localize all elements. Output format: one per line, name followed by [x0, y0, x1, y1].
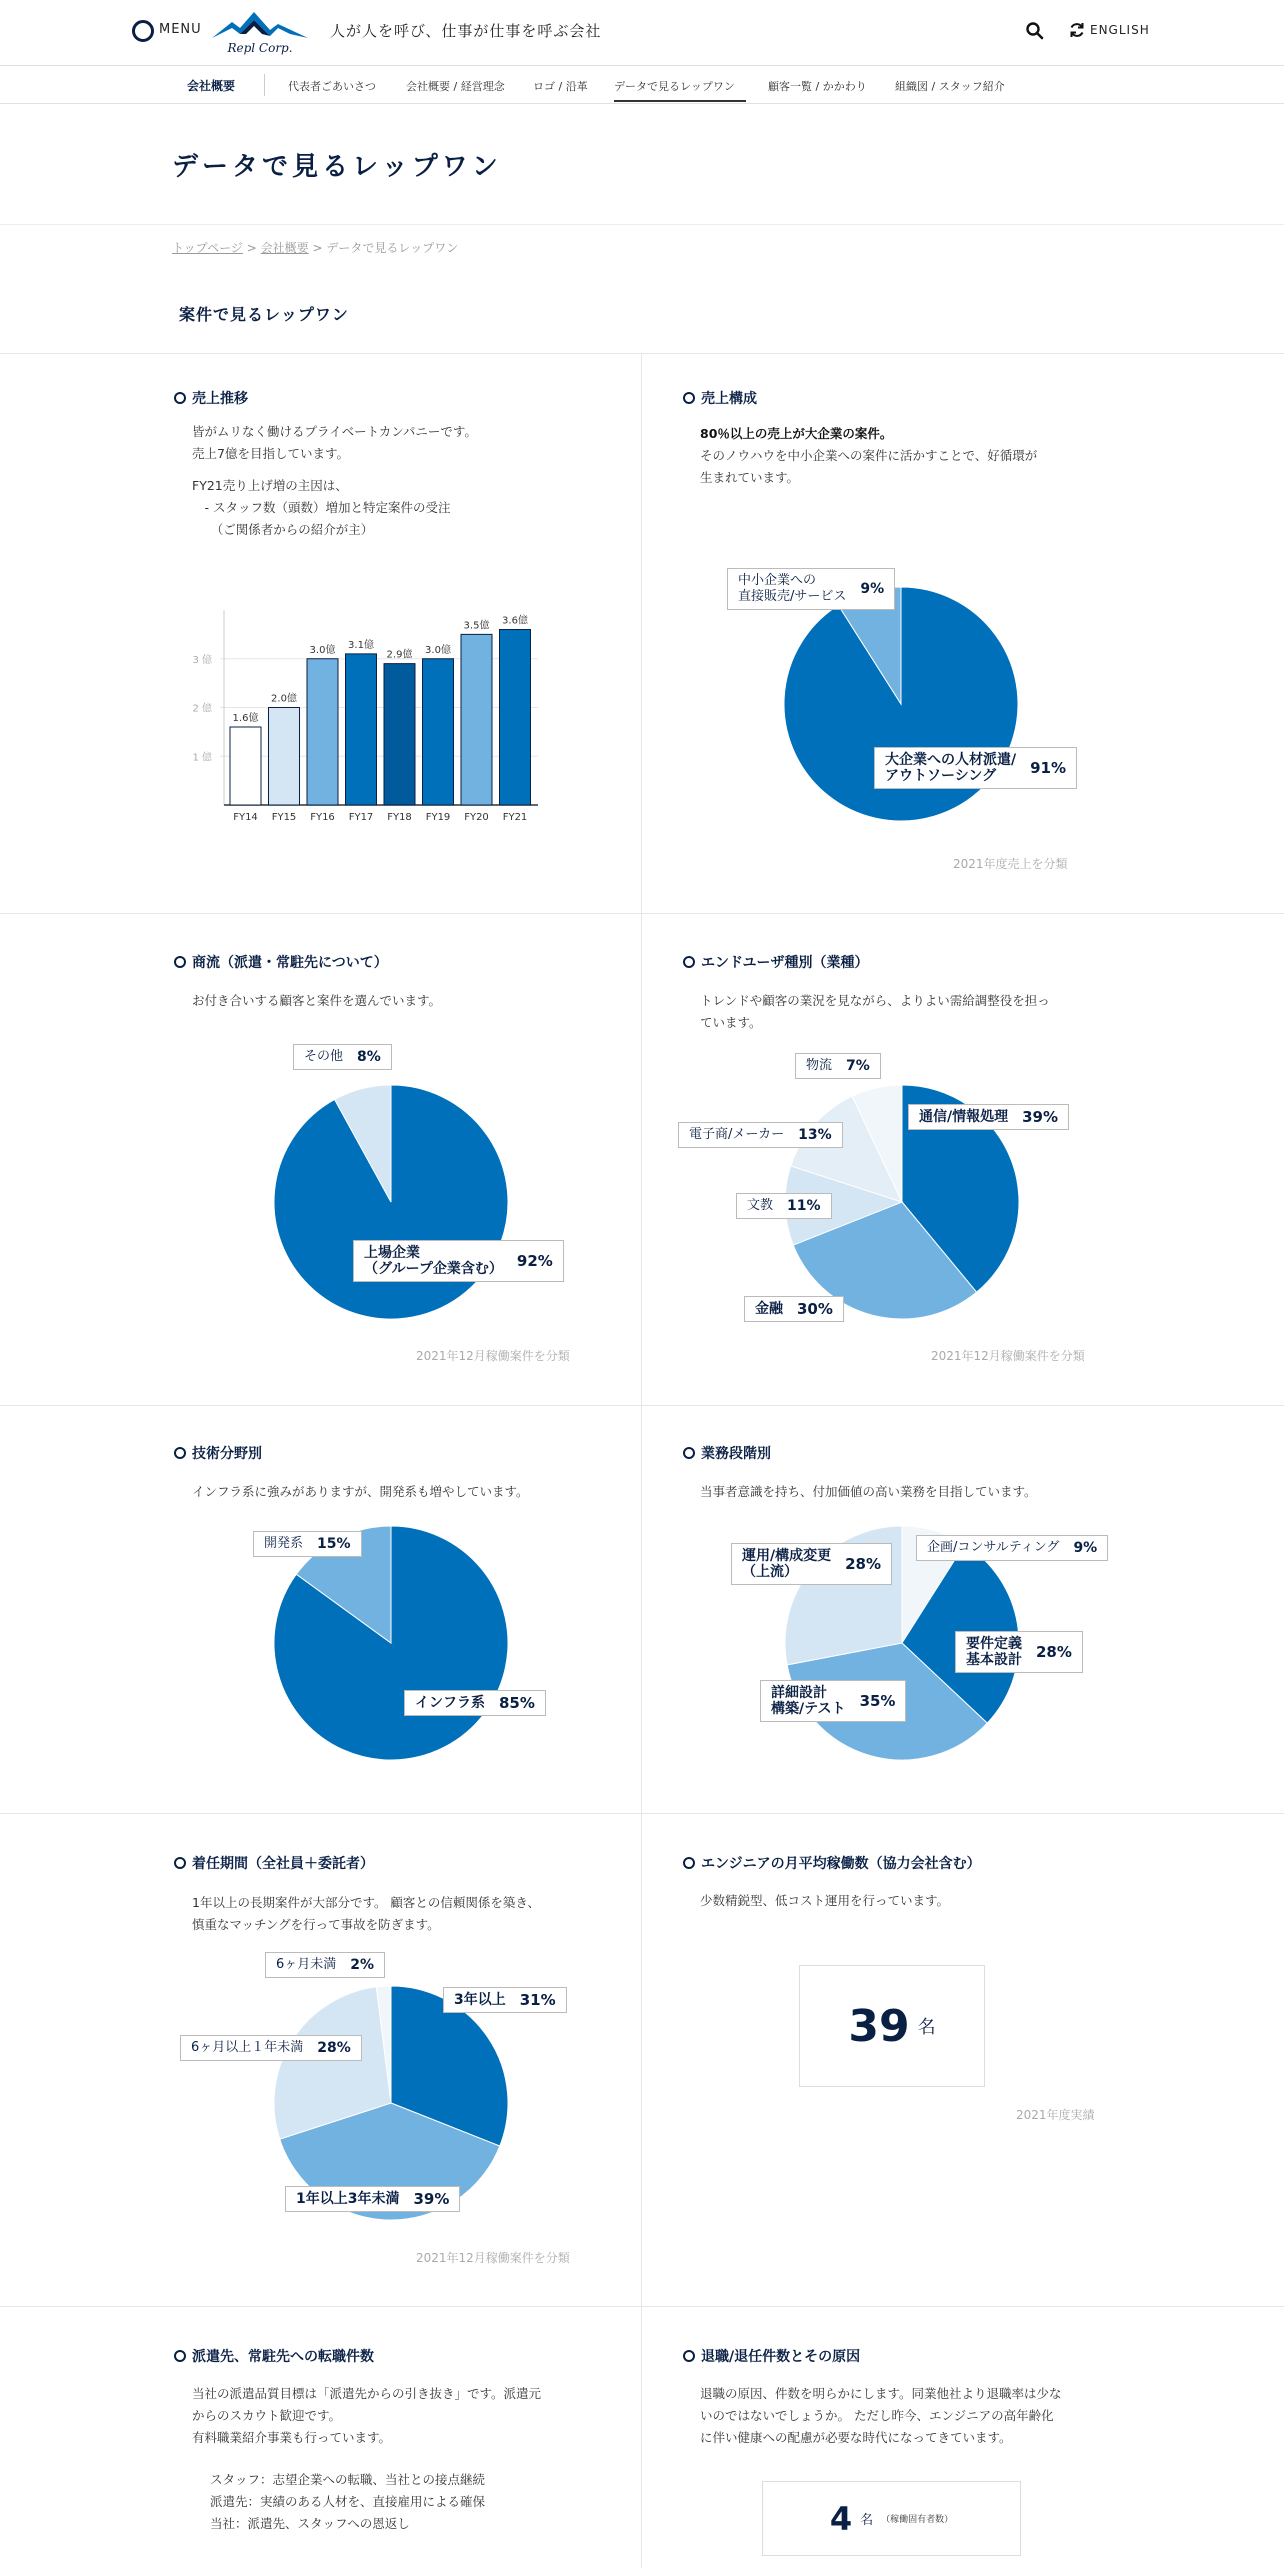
circle-bullet-icon [683, 2350, 695, 2362]
pie-label [744, 1296, 844, 1322]
bar-value-label: 2.9億 [386, 649, 413, 661]
end-user-title [683, 952, 868, 972]
circle-bullet-icon [683, 392, 695, 404]
retirement-unit: 名 [860, 2513, 874, 2528]
search-icon[interactable] [1025, 21, 1045, 41]
pie-label [795, 1053, 881, 1079]
subnav-item-clients[interactable]: 顧客一覧 / かかわり [768, 80, 867, 93]
pie-label-name: 通信/情報処理 [919, 1109, 1009, 1125]
bar-value-label: 3.5億 [463, 620, 490, 632]
y-tick-label: 1 億 [192, 752, 212, 764]
subnav-divider [264, 74, 265, 96]
pie-label-pct: 13% [798, 1127, 832, 1143]
job-change-desc: 当社の派遣品質目標は「派遣先からの引き抜き」です。派遣元 からのスカウト歓迎です。 有料職業紹介事業も行っています。 [192, 2386, 542, 2445]
circle-bullet-icon [683, 956, 695, 968]
commercial-flow-desc: お付き合いする顧客と案件を選んでいます。 [192, 993, 442, 1008]
pie-label-pct: 39% [413, 2190, 450, 2208]
work-phase-desc: 当事者意識を持ち、付加価値の高い業務を目指しています。 [700, 1484, 1037, 1499]
subnav-item-logo-history[interactable]: ロゴ / 沿革 [533, 80, 588, 93]
refresh-icon[interactable] [1068, 21, 1086, 39]
pie-label-pct: 91% [1030, 759, 1067, 777]
bar [461, 634, 492, 805]
pie-label-pct: 92% [516, 1252, 553, 1270]
pie-label [874, 747, 1077, 789]
pie-label-pct: 31% [519, 1991, 556, 2009]
tenure-desc: 1年以上の長期案件が大部分です。 顧客との信頼関係を築き、 慎重なマッチングを行って事故を防ぎます。 [192, 1895, 540, 1932]
tenure-title-text: 着任期間（全社員＋委託者） [192, 1856, 374, 1872]
retirement-stat [762, 2481, 1021, 2556]
tech-field-pie [273, 1525, 509, 1761]
sales-composition-highlight: 80％以上の売上が大企業の案件。 [700, 426, 893, 441]
pie-label-name: 大企業への人材派遣/ アウトソーシング [885, 752, 1017, 784]
pie-label [760, 1680, 906, 1722]
pie-label-name: その他 [304, 1049, 344, 1064]
job-change-desc-2: スタッフ：志望企業への転職、当社との接点継続 派遣先：実績のある人材を、直接雇用による確保 当社：派遣先、スタッフへの恩返し [210, 2472, 486, 2531]
pie-label-pct: 35% [859, 1692, 896, 1710]
bar [500, 630, 531, 806]
x-tick-label: FY15 [271, 812, 297, 823]
circle-bullet-icon [174, 1447, 186, 1459]
bar-value-label: 1.6億 [232, 713, 259, 724]
sales-composition-title [683, 388, 757, 408]
x-tick-label: FY16 [310, 812, 335, 823]
breadcrumb-current: データで見るレップワン [326, 241, 459, 255]
pie-label-name: 開発系 [264, 1536, 304, 1551]
end-user-title-text: エンドユーザ種別（業種） [701, 955, 869, 971]
retirement-title [683, 2346, 860, 2366]
circle-bullet-icon [683, 1447, 695, 1459]
pie-label-name: 1年以上3年未満 [296, 2191, 400, 2207]
engineer-count-caption: 2021年度実績 [1016, 2108, 1095, 2122]
pie-label [404, 1690, 546, 1716]
pie-label-pct: 7% [846, 1058, 870, 1074]
bar-value-label: 3.0億 [309, 644, 336, 656]
engineer-count-unit: 名 [917, 2017, 936, 2038]
pie-label-name: 金融 [755, 1301, 783, 1317]
pie-label-name: 物流 [806, 1058, 833, 1073]
pie-label [443, 1987, 567, 2013]
engineer-count-value: 39 [848, 2000, 910, 2052]
hero-divider [0, 224, 1284, 225]
bar [423, 659, 454, 805]
commercial-flow-caption: 2021年12月稼働案件を分類 [416, 1349, 570, 1363]
commercial-flow-title [174, 952, 388, 972]
breadcrumb-separator: > [242, 241, 261, 255]
pie-label [731, 1543, 892, 1585]
pie-label [916, 1535, 1108, 1561]
work-phase-title [683, 1443, 771, 1463]
pie-label-name: 6ヶ月以上１年未満 [191, 2040, 304, 2055]
pie-label-name: 文教 [747, 1198, 774, 1213]
section-heading: 案件で見るレップワン [179, 305, 349, 324]
job-change-title [174, 2346, 374, 2366]
pie-label-name: 中小企業への 直接販売/サービス [738, 573, 847, 604]
pie-label-name: 企画/コンサルティング [927, 1540, 1060, 1555]
row-divider [0, 2306, 1284, 2307]
breadcrumb-separator: > [308, 241, 327, 255]
pie-label-name: 3年以上 [454, 1992, 506, 2008]
commercial-flow-pie [273, 1084, 509, 1320]
row-divider [0, 1405, 1284, 1406]
logo-text: Repl Corp. [227, 41, 293, 55]
subnav-item-organization[interactable]: 組織図 / スタッフ紹介 [895, 80, 1005, 93]
pie-label-name: 要件定義 基本設計 [966, 1636, 1022, 1668]
bar-value-label: 3.6億 [502, 615, 528, 627]
circle-bullet-icon [174, 1857, 186, 1869]
pie-label [727, 568, 895, 610]
row-divider [0, 913, 1284, 914]
x-tick-label: FY19 [425, 812, 451, 823]
pie-label-pct: 28% [845, 1555, 882, 1573]
bar-value-label: 3.1億 [348, 639, 374, 651]
subnav-active-indicator [614, 100, 746, 102]
engineer-count-desc: 少数精鋭型、低コスト運用を行っています。 [700, 1893, 950, 1908]
pie-label-name: インフラ系 [415, 1695, 485, 1711]
end-user-desc: トレンドや顧客の業況を見ながら、よりよい需給調整役を担っ ています。 [700, 993, 1050, 1030]
engineer-count-stat [799, 1965, 985, 2087]
language-switch[interactable]: ENGLISH [1090, 23, 1150, 37]
pie-label [265, 1952, 385, 1978]
pie-label-name: 電子商/メーカー [689, 1127, 785, 1142]
sales-bar-chart [190, 595, 550, 830]
pie-label-pct: 8% [357, 1049, 381, 1065]
sales-trend-desc: 皆がムリなく働けるプライベートカンパニーです。 売上7億を目指しています。 [192, 424, 477, 461]
subnav-item-data[interactable]: データで見るレップワン [614, 80, 735, 93]
page-title: データで見るレップワン [172, 152, 502, 182]
row-divider [0, 353, 1284, 354]
job-change-title-text: 派遣先、常駐先への転職件数 [192, 2349, 374, 2365]
engineer-count-title [683, 1853, 981, 1873]
pie-label-name: 詳細設計 構築/テスト [771, 1685, 846, 1717]
site-header [0, 0, 1284, 66]
work-phase-title-text: 業務段階別 [701, 1446, 771, 1462]
y-tick-label: 3 億 [192, 654, 212, 666]
bar [384, 664, 415, 805]
bar [346, 654, 377, 805]
x-tick-label: FY18 [387, 812, 412, 823]
pie-label-pct: 28% [1036, 1643, 1072, 1661]
sub-navigation [0, 66, 1284, 104]
sales-composition-desc-bold [700, 423, 892, 445]
menu-icon[interactable] [132, 20, 154, 42]
pie-label-pct: 9% [860, 581, 885, 597]
pie-label-pct: 28% [317, 2040, 351, 2056]
tenure-title [174, 1853, 374, 1873]
pie-label [293, 1044, 392, 1070]
company-logo[interactable] [210, 8, 310, 56]
end-user-caption: 2021年12月稼働案件を分類 [931, 1349, 1085, 1363]
commercial-flow-title-text: 商流（派遣・常駐先について） [192, 955, 388, 971]
menu-label[interactable]: MENU [159, 22, 202, 37]
engineer-count-title-text: エンジニアの月平均稼働数（協力会社含む） [701, 1856, 981, 1872]
pie-label-pct: 85% [499, 1694, 535, 1712]
bar-value-label: 3.0億 [425, 644, 451, 656]
subnav-item-overview[interactable]: 会社概要 / 経営理念 [406, 80, 505, 93]
pie-label [285, 2186, 460, 2212]
pie-label-pct: 30% [797, 1300, 833, 1318]
sales-composition-caption: 2021年度売上を分類 [953, 857, 1068, 871]
pie-label-pct: 15% [317, 1536, 351, 1552]
x-tick-label: FY14 [233, 812, 258, 823]
pie-label-pct: 39% [1022, 1108, 1059, 1126]
breadcrumb [172, 239, 458, 256]
bar [269, 708, 300, 806]
breadcrumb-top[interactable]: トップページ [172, 241, 243, 255]
sales-composition-desc: そのノウハウを中小企業への案件に活かすことで、好循環が 生まれています。 [700, 448, 1038, 485]
breadcrumb-parent[interactable]: 会社概要 [260, 241, 309, 255]
pie-label [180, 2035, 362, 2061]
pie-label [353, 1240, 564, 1282]
column-divider [641, 353, 642, 2568]
circle-bullet-icon [174, 956, 186, 968]
subnav-current-section[interactable]: 会社概要 [187, 79, 236, 93]
pie-label [908, 1104, 1069, 1130]
pie-label [736, 1193, 832, 1219]
pie-label-name: 6ヶ月未満 [276, 1957, 337, 1972]
row-divider [0, 1813, 1284, 1814]
pie-label-pct: 9% [1073, 1540, 1098, 1556]
bar-value-label: 2.0億 [271, 693, 297, 705]
tech-field-title-text: 技術分野別 [192, 1446, 262, 1462]
pie-label [253, 1531, 362, 1557]
x-tick-label: FY17 [348, 812, 374, 823]
bar [230, 727, 261, 805]
subnav-item-greeting[interactable]: 代表者ごあいさつ [288, 80, 376, 93]
pie-label-name: 上場企業 （グループ企業含む） [364, 1245, 503, 1277]
pie-label-pct: 2% [350, 1957, 375, 1973]
tech-field-desc: インフラ系に強みがありますが、開発系も増やしています。 [192, 1484, 529, 1499]
pie-label [955, 1631, 1083, 1673]
bar [307, 659, 338, 805]
sales-trend-title-text: 売上推移 [192, 391, 248, 407]
retirement-sub: （稼働固有者数） [881, 2515, 954, 2525]
x-tick-label: FY20 [464, 812, 489, 823]
pie-label [678, 1122, 843, 1148]
x-tick-label: FY21 [502, 812, 528, 823]
tenure-caption: 2021年12月稼働案件を分類 [416, 2251, 570, 2265]
sales-trend-title [174, 388, 248, 408]
circle-bullet-icon [683, 1857, 695, 1869]
sales-composition-title-text: 売上構成 [701, 391, 757, 407]
y-tick-label: 2 億 [192, 703, 212, 715]
retirement-title-text: 退職/退任件数とその原因 [701, 2349, 861, 2365]
pie-label-pct: 11% [787, 1198, 821, 1214]
circle-bullet-icon [174, 2350, 186, 2362]
retirement-value: 4 [829, 2499, 853, 2538]
sales-trend-desc-2: FY21売り上げ増の主因は、 - スタッフ数（頭数）増加と特定案件の受注 （ご関係者からの紹介が主） [192, 478, 451, 537]
tech-field-title [174, 1443, 262, 1463]
pie-label-name: 運用/構成変更 （上流） [742, 1548, 832, 1580]
circle-bullet-icon [174, 392, 186, 404]
retirement-desc: 退職の原因、件数を明らかにします。同業他社より退職率は少な いのではないでしょうか。 ただし昨今、エンジニアの高年齢化 に伴い健康への配慮が必要な時代になってきています。 [700, 2386, 1062, 2445]
tagline: 人が人を呼び、仕事が仕事を呼ぶ会社 [330, 22, 602, 40]
